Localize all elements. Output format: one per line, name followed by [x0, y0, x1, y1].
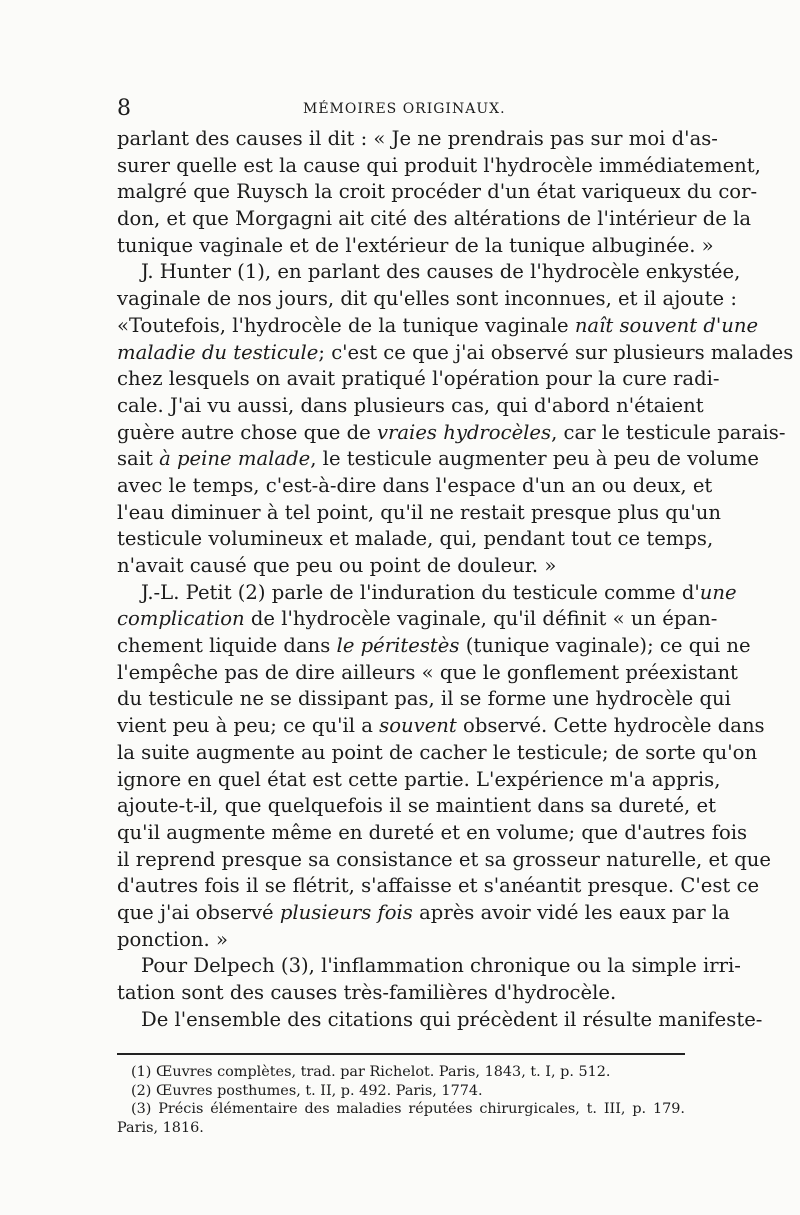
line-text: , le testicule augmenter peu à peu de volume: [310, 447, 759, 471]
text-line: Pour Delpech (3), l'inflammation chronique ou la simple irri-: [141, 954, 741, 978]
text-line: [117, 606, 718, 633]
line-text: (tunique vaginale); ce qui ne: [459, 634, 751, 658]
line-text: sait: [117, 447, 160, 471]
italic-text: complication: [117, 607, 245, 631]
footnote: (3) Précis élémentaire des maladies réputées chirurgicales, t. III, p. 179.: [131, 1101, 685, 1117]
text-line: ignore en quel état est cette partie. L'expérience m'a appris,: [117, 767, 721, 791]
text-line: [117, 340, 794, 367]
running-head: MÉMOIRES ORIGINAUX.: [303, 101, 506, 117]
italic-text: plusieurs fois: [279, 900, 413, 924]
footnote: Paris, 1816.: [117, 1119, 204, 1136]
text-line: testicule volumineux et malade, qui, pendant tout ce temps,: [117, 527, 714, 551]
italic-text: vraies hydrocèles: [376, 420, 552, 444]
italic-text: à peine malade: [159, 447, 311, 471]
line-text: guère autre chose que de: [117, 420, 377, 444]
text-line: ajoute-t-il, que quelquefois il se maintient dans sa dureté, et: [117, 794, 716, 818]
text-line: [117, 713, 765, 740]
footnote: (2) Œuvres posthumes, t. II, p. 492. Paris, 1774.: [131, 1082, 483, 1099]
text-line: don, et que Morgagni ait cité des altérations de l'intérieur de la: [117, 207, 752, 231]
page-header: [117, 96, 685, 124]
line-text: «Toutefois, l'hydrocèle de la tunique vaginale: [117, 313, 575, 337]
italic-text: souvent: [379, 714, 457, 738]
text-line: la suite augmente au point de cacher le testicule; de sorte qu'on: [117, 740, 758, 764]
line-text: J.-L. Petit (2) parle de l'induration du testicule comme d': [141, 580, 700, 604]
footnote-rule: [117, 1053, 685, 1055]
line-text: ; c'est ce que j'ai observé sur plusieurs malades: [318, 340, 794, 364]
line-text: vient peu à peu; ce qu'il a: [117, 714, 380, 738]
italic-text: le péritestès: [336, 634, 460, 658]
text-line: du testicule ne se dissipant pas, il se forme une hydrocèle qui: [117, 687, 731, 711]
text-line: l'eau diminuer à tel point, qu'il ne restait presque plus qu'un: [117, 500, 722, 524]
text-line: vaginale de nos jours, dit qu'elles sont inconnues, et il ajoute :: [117, 287, 737, 311]
italic-text: maladie du testicule: [117, 340, 319, 364]
text-line: chez lesquels on avait pratiqué l'opération pour la cure radi-: [117, 367, 720, 391]
text-line: n'avait causé que peu ou point de douleur. »: [117, 554, 557, 577]
text-line: l'empêche pas de dire ailleurs « que le gonflement préexistant: [117, 660, 738, 684]
line-text: , car le testicule parais-: [551, 420, 786, 444]
text-line: ponction. »: [117, 927, 228, 951]
text-line: tation sont des causes très-familières d'hydrocèle.: [117, 981, 617, 1004]
line-text: chement liquide dans: [117, 634, 337, 658]
text-line: [117, 420, 786, 447]
text-line: [117, 313, 759, 340]
text-line: [117, 446, 759, 473]
line-text: de l'hydrocèle vaginale, qu'il définit « un épan-: [244, 607, 718, 631]
text-line: J. Hunter (1), en parlant des causes de l'hydrocèle enkystée,: [141, 260, 741, 284]
text-line: avec le temps, c'est-à-dire dans l'espace d'un an ou deux, et: [117, 473, 713, 497]
text-line: De l'ensemble des citations qui précèdent il résulte manifeste-: [141, 1007, 763, 1031]
text-line: d'autres fois il se flétrit, s'affaisse et s'anéantit presque. C'est ce: [117, 874, 760, 898]
line-text: observé. Cette hydrocèle dans: [456, 714, 765, 738]
text-line: parlant des causes il dit : « Je ne prendrais pas sur moi d'as-: [117, 127, 718, 150]
text-line: tunique vaginale et de l'extérieur de la tunique albuginée. »: [117, 233, 714, 257]
text-line: [117, 900, 730, 927]
text-line: malgré que Ruysch la croit procéder d'un état variqueux du cor-: [117, 180, 758, 204]
text-line: [117, 633, 751, 660]
text-line: qu'il augmente même en dureté et en volume; que d'autres fois: [117, 820, 748, 844]
body-text: [117, 126, 794, 1033]
italic-text: une: [699, 580, 737, 604]
line-text: que j'ai observé: [117, 900, 280, 924]
text-line: il reprend presque sa consistance et sa grosseur naturelle, et que: [117, 847, 771, 871]
text-line: [117, 580, 737, 607]
text-line: surer quelle est la cause qui produit l'hydrocèle immédiatement,: [117, 153, 761, 177]
text-line: cale. J'ai vu aussi, dans plusieurs cas, qui d'abord n'étaient: [117, 393, 704, 417]
page-number: 8: [117, 96, 131, 121]
line-text: après avoir vidé les eaux par la: [412, 900, 730, 924]
footnote: (1) Œuvres complètes, trad. par Richelot. Paris, 1843, t. I, p. 512.: [131, 1064, 611, 1080]
footnotes: [117, 1063, 685, 1137]
italic-text: naît souvent d'une: [574, 313, 759, 337]
